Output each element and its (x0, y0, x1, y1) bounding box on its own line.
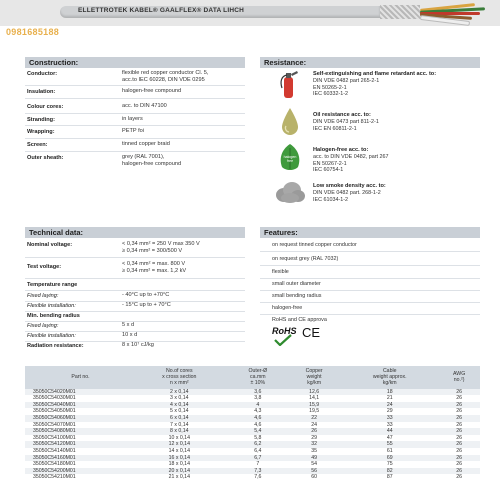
table-cell: 35050C54140M01 (33, 447, 76, 454)
table-cell: 35050C54180M01 (33, 461, 76, 468)
table-cell: 4,6 (254, 421, 262, 428)
column-header: AWG no.²) (438, 366, 480, 389)
resistance-line: DIN VDE 0473 part 811-2-1 (313, 119, 379, 125)
resistance-line: IEC 60332-1-2 (313, 91, 349, 97)
table-cell: 26 (438, 455, 480, 462)
column-header: Copper weight kg/km (287, 366, 341, 389)
table-cell: 16 x 0,14 (130, 455, 229, 462)
table-cell: 7,3 (229, 468, 288, 475)
feature-item: RoHS and CE approva (272, 317, 327, 323)
table-cell: 26 (438, 428, 480, 435)
table-cell: 5,8 (254, 434, 262, 441)
fire-extinguisher-icon (278, 68, 300, 100)
table-row (25, 474, 480, 481)
cable-wires (420, 6, 490, 20)
feature-item: on request tinned copper conductor (272, 242, 357, 248)
table-cell: 35050C54030M01 (33, 395, 76, 402)
min-bending-radius-label: Min. bending radius (27, 313, 80, 319)
nominal-voltage-label: Nominal voltage: (27, 242, 73, 248)
table-cell: 18 (341, 389, 438, 396)
rohs-logo (272, 326, 296, 346)
table-cell: 18 x 0,14 (168, 461, 190, 468)
resistance-title: Self-extinguishing and flame retardant acc. to: (313, 71, 437, 77)
table-cell: 26 (438, 402, 480, 409)
table-cell: 82 (341, 468, 438, 475)
resistance-line: IEC 60754-1 (313, 167, 344, 173)
construction-value: grey (RAL 7001), halogen-free compound (122, 154, 182, 167)
table-cell: 29 (311, 434, 318, 441)
table-cell: 54 (311, 461, 318, 468)
table-cell: 32 (287, 441, 341, 448)
table-cell: 4,3 (254, 408, 262, 415)
table-cell: 5 x 0,14 (170, 408, 189, 415)
halogen-free-icon (277, 142, 303, 172)
table-cell: 26 (438, 389, 480, 396)
table-cell: 26 (456, 434, 463, 441)
svg-text:halogen: halogen (283, 155, 297, 159)
table-cell: 6,4 (254, 447, 262, 454)
cable-print-text: ELLETTROTEK KABEL® GAALFLEX® DATA LIHCH (78, 7, 245, 14)
table-row (25, 448, 480, 455)
construction-label: Outer sheath: (27, 155, 64, 161)
table-cell: 33 (386, 421, 393, 428)
construction-value: tinned copper braid (122, 141, 170, 147)
resistance-line: acc. to DIN VDE 0482, part 267 (313, 154, 389, 160)
table-row (25, 441, 480, 448)
table-cell: 61 (386, 447, 393, 454)
table-cell: 26 (456, 421, 463, 428)
table-cell: 26 (456, 447, 463, 454)
nominal-voltage-value: < 0,34 mm² = 250 V max 350 V ≥ 0,34 mm² = 300/500 V (122, 241, 200, 254)
table-cell: 14,1 (309, 395, 320, 402)
construction-value: halogen-free compound (122, 88, 182, 94)
table-cell: 60 (311, 474, 318, 481)
resistance-line: EN 50267-2-1 (313, 160, 347, 167)
table-cell: 3 x 0,14 (170, 395, 189, 402)
resistance-line: EN 50265-2-1 (313, 84, 347, 91)
table-cell: 7 (256, 461, 260, 468)
table-cell: 15,9 (287, 402, 341, 409)
table-row (25, 415, 480, 422)
table-cell: 22 (287, 415, 341, 422)
flexible-installation-bend: 10 x d (122, 332, 138, 338)
table-row (25, 395, 480, 402)
table-row (25, 428, 480, 435)
table-cell: 35050C54120M01 (25, 441, 130, 448)
table-cell: 35050C54040M01 (25, 402, 130, 409)
resistance-line: IEC EN 60811-2-1 (313, 125, 357, 132)
table-cell: 35050C54160M01 (25, 455, 130, 462)
construction-value: in layers (122, 116, 143, 122)
construction-label: Conductor: (27, 71, 58, 77)
table-cell: 75 (386, 461, 393, 468)
table-row (25, 389, 480, 396)
table-row (25, 468, 480, 475)
table-cell: 56 (287, 468, 341, 475)
table-cell: 5,4 (229, 428, 288, 435)
table-cell: 35050C54100M01 (33, 434, 76, 441)
resistance-line: DIN VDE 0482 part. 268-1-2 (313, 190, 381, 196)
construction-header: Construction: (25, 57, 245, 68)
table-cell: 26 (438, 441, 480, 448)
construction-value: PETP foi (122, 128, 144, 134)
column-header: No.of cores x cross section n x mm² (130, 366, 229, 389)
table-cell: 3,8 (254, 395, 262, 402)
table-cell: 26 (456, 408, 463, 415)
table-cell: 26 (456, 395, 463, 402)
table-cell: 7,6 (254, 474, 262, 481)
table-cell: 6,2 (229, 441, 288, 448)
table-cell: 4,6 (229, 415, 288, 422)
table-cell: 21 x 0,14 (168, 474, 190, 481)
fixed-laying-bend: 5 x d (122, 322, 135, 328)
fixed-laying-label: Fixed laying: (27, 293, 59, 299)
fixed-laying-temp: - 40°C up to +70°C (122, 292, 170, 298)
table-row (25, 461, 480, 468)
table-row (25, 422, 480, 429)
table-cell: 49 (287, 455, 341, 462)
table-cell: 26 (456, 474, 463, 481)
construction-label: Colour cores: (27, 104, 64, 110)
table-cell: 35 (311, 447, 318, 454)
table-cell: 29 (386, 408, 393, 415)
feature-item: on request grey (RAL 7032) (272, 256, 339, 262)
table-cell: 35050C54200M01 (25, 468, 130, 475)
construction-value: acc. to DIN 47100 (122, 103, 167, 109)
fixed-laying-label: Fixed laying: (27, 323, 59, 329)
construction-label: Insulation: (27, 89, 56, 95)
table-cell: 4 x 0,14 (130, 402, 229, 409)
table-cell: 55 (341, 441, 438, 448)
table-cell: 47 (386, 434, 393, 441)
table-cell: 35050C54070M01 (33, 421, 76, 428)
table-cell: 35050C54080M01 (25, 428, 130, 435)
table-cell: 12 x 0,14 (130, 441, 229, 448)
technical-data-header: Technical data: (25, 227, 245, 238)
resistance-header: Resistance: (260, 57, 480, 68)
radiation-resistance-value: 8 x 10⁷ cJ/kg (122, 342, 154, 348)
table-cell: 19,5 (309, 408, 320, 415)
cable-braid (380, 5, 420, 19)
table-cell: 21 (386, 395, 393, 402)
table-cell: 35050C54020M01 (25, 389, 130, 396)
table-row (25, 408, 480, 415)
table-row (25, 402, 480, 409)
feature-item: halogen-free (272, 305, 303, 311)
table-cell: 35050C54210M01 (33, 474, 76, 481)
table-cell: 20 x 0,14 (130, 468, 229, 475)
rohs-label: RoHS (272, 326, 297, 336)
table-cell: 44 (341, 428, 438, 435)
table-cell: 35050C54050M01 (33, 408, 76, 415)
resistance-line: IEC 61034-1-2 (313, 196, 349, 203)
table-cell: 35050C54060M01 (25, 415, 130, 422)
oil-drop-icon (280, 107, 300, 137)
smoke-cloud-icon (274, 180, 306, 204)
construction-value: flexible red copper conductor Cl. 5, acc.to IEC 60228, DIN VDE 0295 (122, 70, 209, 83)
test-voltage-value: < 0,34 mm² = max. 800 V ≥ 0,34 mm² = max. 1,2 kV (122, 261, 187, 274)
table-row (25, 435, 480, 442)
column-header: Cable weight approx. kg/km (341, 366, 438, 389)
construction-label: Stranding: (27, 117, 55, 123)
temperature-range-label: Temperature range (27, 282, 78, 288)
resistance-title: Low smoke density acc. to: (313, 183, 386, 189)
table-cell: 6,7 (229, 455, 288, 462)
ce-mark: CE (302, 325, 321, 340)
table-cell: 87 (386, 474, 393, 481)
resistance-title: Oil resistance acc. to: (313, 112, 371, 118)
resistance-line: DIN VDE 0482 part 265-2-1 (313, 78, 380, 84)
table-cell: 8 x 0,14 (130, 428, 229, 435)
column-header: Part no. (25, 366, 130, 389)
phone-number: 0981685188 (6, 27, 60, 37)
feature-item: small outer diameter (272, 281, 321, 287)
test-voltage-label: Test voltage: (27, 264, 62, 270)
features-header: Features: (260, 227, 480, 238)
table-cell: 10 x 0,14 (168, 434, 190, 441)
flexible-installation-temp: - 15°C up to + 70°C (122, 302, 171, 308)
resistance-title: Halogen-free acc. to: (313, 147, 369, 153)
table-cell: 7 x 0,14 (170, 421, 189, 428)
table-cell: 6 x 0,14 (130, 415, 229, 422)
feature-item: flexible (272, 269, 289, 275)
table-cell: 26 (287, 428, 341, 435)
table-cell: 24 (341, 402, 438, 409)
radiation-resistance-label: Radiation resistance: (27, 343, 84, 349)
svg-text:free: free (286, 159, 294, 163)
flexible-installation-label: Flexible installation: (27, 303, 76, 309)
table-cell: 26 (456, 461, 463, 468)
product-table (25, 366, 480, 481)
table-cell: 26 (438, 468, 480, 475)
table-row (25, 455, 480, 462)
column-header: Outer-Ø ca.mm ± 10% (229, 366, 288, 389)
table-cell: 24 (311, 421, 318, 428)
table-header-row (25, 366, 480, 389)
construction-label: Screen: (27, 142, 48, 148)
table-cell: 2 x 0,14 (130, 389, 229, 396)
table-cell: 33 (341, 415, 438, 422)
table-cell: 14 x 0,14 (168, 447, 190, 454)
table-cell: 12,6 (287, 389, 341, 396)
construction-label: Wrapping: (27, 129, 55, 135)
table-cell: 69 (341, 455, 438, 462)
table-cell: 4 (229, 402, 288, 409)
rohs-checkmark-icon (274, 334, 292, 346)
table-cell: 26 (438, 415, 480, 422)
feature-item: small bending radius (272, 293, 322, 299)
flexible-installation-label: Flexible installation: (27, 333, 76, 339)
table-cell: 3,6 (229, 389, 288, 396)
